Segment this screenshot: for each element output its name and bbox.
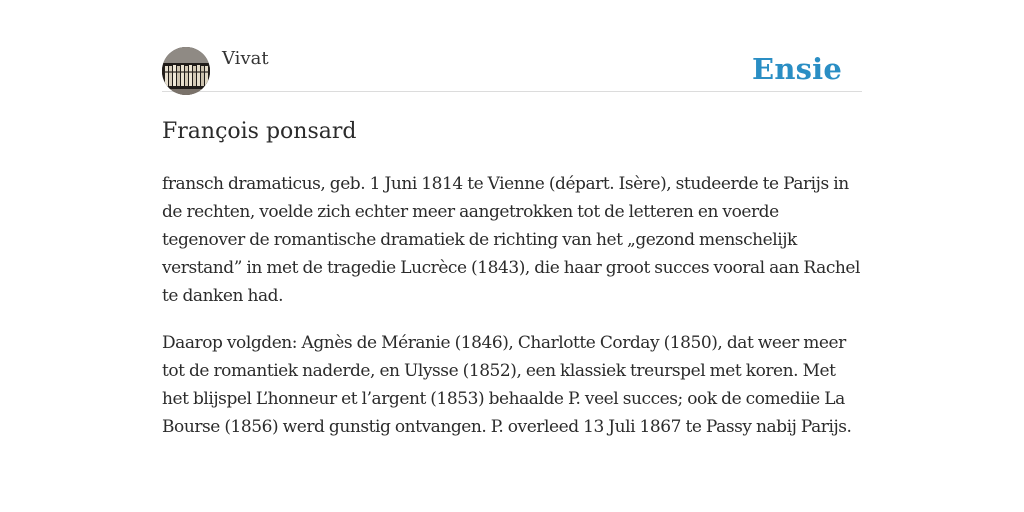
article-paragraph: Daarop volgden: Agnès de Méranie (1846), Charlotte Corday (1850), dat weer meer tot de romantiek naderde, en Ulysse (1852), een klassiek treurspel met koren. Met het blijspel L’honneur et l’argent (1853) behaalde P. veel succes; ook de comediie La Bourse (1856) werd gunstig ontvangen. P. overleed 13 Juli 1867 te Passy nabij Parijs. [162,333,852,437]
bookshelf-avatar-image [162,47,210,95]
article-header [162,40,862,92]
brand-logo[interactable]: Ensie [752,52,842,86]
article-body [162,170,862,441]
author-name[interactable]: Vivat [222,48,269,69]
avatar[interactable] [162,47,210,95]
article-card [162,40,862,460]
article-paragraph: fransch dramaticus, geb. 1 Juni 1814 te Vienne (départ. Isère), studeerde te Parijs in de rechten, voelde zich echter meer aangetrokken tot de letteren en voerde tegenover de romantische dramatiek de richting van het „gezond menschelijk verstand” in met de tragedie Lucrèce (1843), die haar groot succes vooral aan Rachel te danken had. [162,174,860,306]
article-title: François ponsard [162,119,357,144]
